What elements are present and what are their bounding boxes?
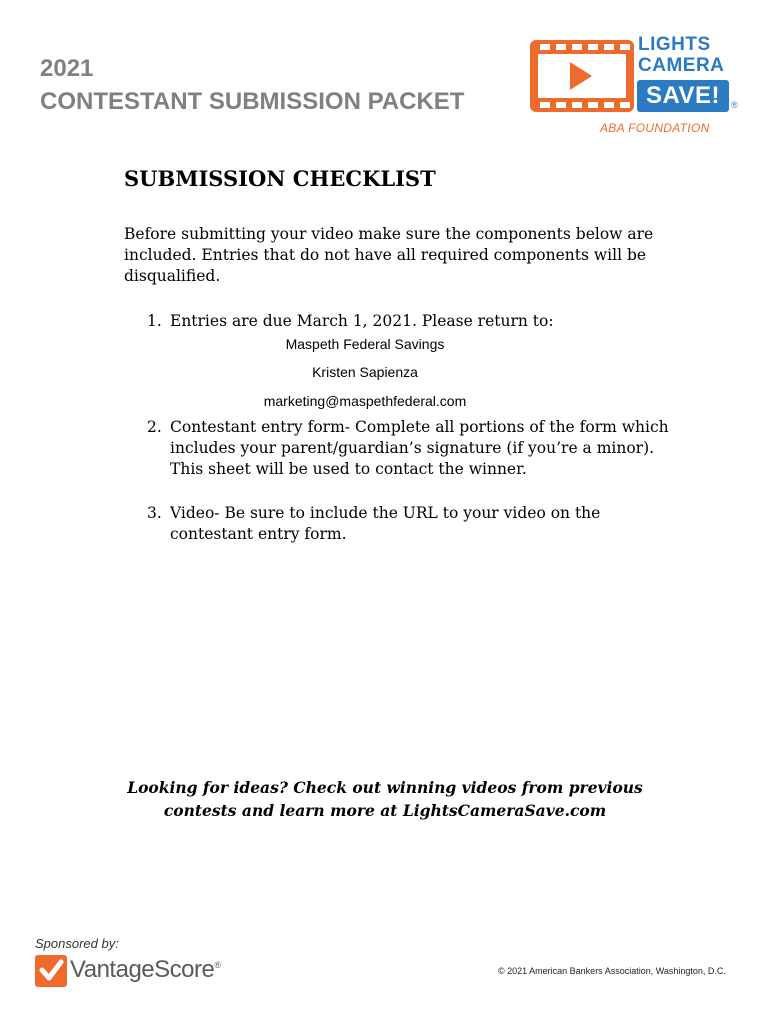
page-title [40,52,464,118]
item-number: 2. [147,418,162,436]
ideas-line-1: Looking for ideas? Check out winning videos from previous [127,778,643,797]
logo-wordmark [638,34,724,76]
logo-line-lights: LIGHTS [638,34,711,55]
return-contact-name: Kristen Sapienza [312,364,418,380]
item-number: 3. [147,504,162,522]
logo-line-save: SAVE! [637,80,729,112]
copyright-notice: © 2021 American Bankers Association, Washington, D.C. [498,966,726,976]
checklist-intro: Before submitting your video make sure the components below are included. Entries that do not have all required components will be disqualified. [124,225,654,285]
sponsor-logo [70,956,220,984]
checklist-item-2 [147,417,677,480]
item-text: Contestant entry form- Complete all portions of the form which includes your parent/guardian’s signature (if you’re a minor). This sheet will be used to contact the winner. [170,418,669,478]
sponsor-name: VantageScore [70,956,215,983]
checklist-title: SUBMISSION CHECKLIST [124,166,436,191]
item-text: Video- Be sure to include the URL to your video on the contestant entry form. [170,504,601,543]
logo-line-camera: CAMERA [638,55,725,76]
sponsor-registered-mark: ® [214,960,221,970]
return-email: marketing@maspethfederal.com [263,393,467,409]
sponsored-label: Sponsored by: [35,936,119,951]
title-text: CONTESTANT SUBMISSION PACKET [40,88,465,115]
item-text: Entries are due March 1, 2021. Please return to: [170,312,554,330]
checklist-item-3 [147,503,677,545]
title-year: 2021 [40,55,94,82]
checklist-item-1 [147,311,677,332]
ideas-line-2: contests and learn more at LightsCameraSave.com [163,801,607,820]
logo-registered-mark: ® [731,100,738,110]
ideas-callout [120,776,650,822]
vantagescore-check-icon [35,955,67,987]
return-organization: Maspeth Federal Savings [285,336,445,352]
item-number: 1. [147,312,162,330]
logo-foundation: ABA FOUNDATION [600,121,710,135]
